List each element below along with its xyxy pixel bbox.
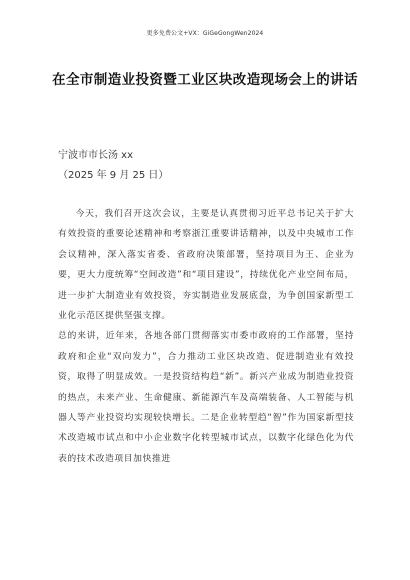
document-title: 在全市制造业投资暨工业区块改造现场会上的讲话 [52,72,358,88]
body-paragraph-1: 今天，我们召开这次会议，主要是认真贯彻习近平总书记关于扩大有效投资的重要论述精神和考察浙江重要讲话精神，以及中央城市工作会议精神，深入落实省委、省政府决策部署，坚持项目为王、企业为要，更大力度统筹“空间改造”和“项目建设”，持续优化产业空间布局，进一步扩大制造业有效投资，夯实制造业发展底盘，为争创国家新型工业化示范区提供坚强支撑。 [58,209,354,322]
speech-date: （2025 年 9 月 25 日） [58,170,169,181]
speaker-byline: 宁波市市长汤 xx [58,150,134,161]
document-body [58,204,354,469]
header-note: 更多免费公文+VX：GiGeGongWen2024 [146,30,264,37]
body-paragraph-2: 总的来讲，近年来，各地各部门贯彻落实市委市政府的工作部署，坚持政府和企业“双向发力”，合力推动工业区块改造、促进制造业有效投资，取得了明显成效。一是投资结构趋“新”。新兴产业成为制造业投资的热点，未来产业、生命健康、新能源汽车及高端装备、人工智能与机器人等产业投资均实现较快增长。二是企业转型趋“智”作为国家新型技术改造城市试点和中小企业数字化转型城市试点，以数字化绿色化为代表的技术改造项目加快推进 [58,331,354,464]
